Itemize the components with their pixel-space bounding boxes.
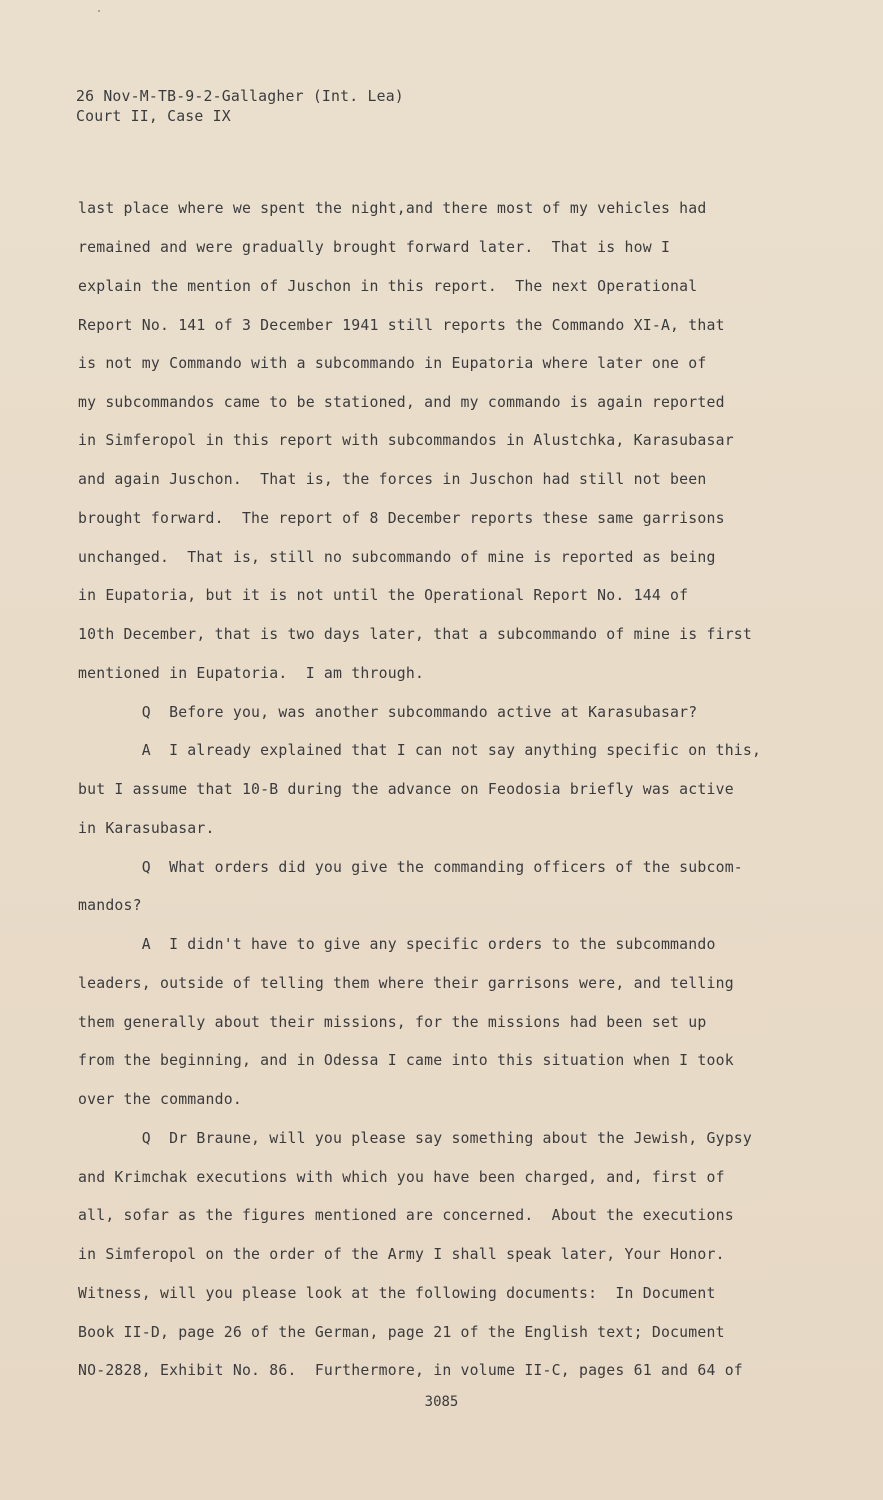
body-line: in Karasubasar. (78, 820, 215, 837)
question-line: Q Dr Braune, will you please say something about the Jewish, Gypsy (78, 1130, 753, 1147)
page-number: 3085 (424, 1394, 459, 1410)
body-line: all, sofar as the figures mentioned are concerned. About the executions (78, 1207, 734, 1224)
answer-line: A I didn't have to give any specific orders to the subcommando (78, 936, 716, 953)
header-court: Court II, Case IX (76, 108, 231, 125)
body-line: mandos? (78, 897, 142, 914)
body-line: remained and were gradually brought forward later. That is how I (78, 239, 671, 256)
body-line: in Simferopol on the order of the Army I shall speak later, Your Honor. (78, 1246, 725, 1263)
body-line: from the beginning, and in Odessa I came into this situation when I took (78, 1052, 734, 1069)
body-line: but I assume that 10-B during the advance on Feodosia briefly was active (78, 781, 734, 798)
body-line: explain the mention of Juschon in this report. The next Operational (78, 278, 698, 295)
body-line: Book II-D, page 26 of the German, page 21 of the English text; Document (78, 1324, 725, 1341)
body-line: them generally about their missions, for the missions had been set up (78, 1014, 707, 1031)
question-line: Q What orders did you give the commanding officers of the subcom- (78, 859, 743, 876)
body-line: Witness, will you please look at the following documents: In Document (78, 1285, 716, 1302)
body-line: leaders, outside of telling them where their garrisons were, and telling (78, 975, 734, 992)
body-line: last place where we spent the night,and there most of my vehicles had (78, 200, 707, 217)
body-line: and again Juschon. That is, the forces in Juschon had still not been (78, 471, 707, 488)
body-line: NO-2828, Exhibit No. 86. Furthermore, in volume II-C, pages 61 and 64 of (78, 1362, 743, 1379)
body-line: is not my Commando with a subcommando in Eupatoria where later one of (78, 355, 707, 372)
body-line: unchanged. That is, still no subcommando of mine is reported as being (78, 549, 716, 566)
body-line: 10th December, that is two days later, that a subcommando of mine is first (78, 626, 753, 643)
body-line: and Krimchak executions with which you have been charged, and, first of (78, 1169, 725, 1186)
body-line: in Eupatoria, but it is not until the Operational Report No. 144 of (78, 587, 689, 604)
question-line: Q Before you, was another subcommando active at Karasubasar? (78, 704, 698, 721)
body-line: over the commando. (78, 1091, 242, 1108)
body-line: my subcommandos came to be stationed, and my commando is again reported (78, 394, 725, 411)
body-line: Report No. 141 of 3 December 1941 still reports the Commando XI-A, that (78, 317, 725, 334)
paper-speck (98, 10, 100, 12)
body-line: mentioned in Eupatoria. I am through. (78, 665, 425, 682)
header-case-reference: 26 Nov-M-TB-9-2-Gallagher (Int. Lea) (76, 88, 404, 105)
answer-line: A I already explained that I can not say anything specific on this, (78, 742, 762, 759)
body-line: brought forward. The report of 8 December reports these same garrisons (78, 510, 725, 527)
body-line: in Simferopol in this report with subcommandos in Alustchka, Karasubasar (78, 432, 734, 449)
